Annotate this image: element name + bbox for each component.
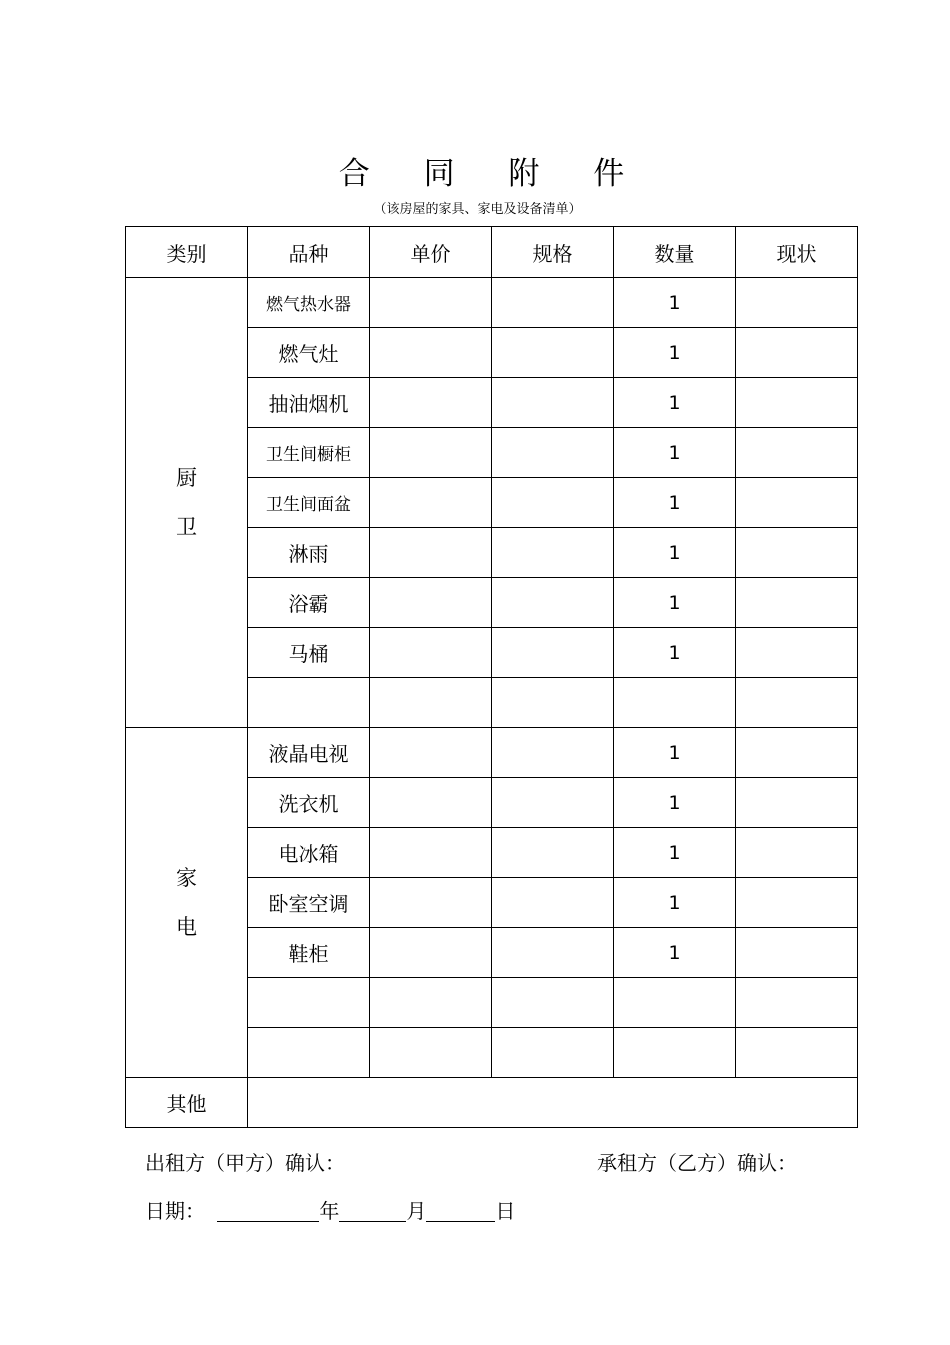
category-appliances-line2: 电: [176, 914, 197, 939]
qty-cell: 1: [614, 378, 736, 428]
item-name: 电冰箱: [248, 828, 370, 878]
spec-cell: [492, 778, 614, 828]
qty-cell: 1: [614, 578, 736, 628]
item-name: 抽油烟机: [248, 378, 370, 428]
category-other: 其他: [126, 1078, 248, 1128]
table-header-row: [126, 227, 858, 278]
price-cell: [370, 378, 492, 428]
spec-cell: [492, 978, 614, 1028]
status-cell: [736, 678, 858, 728]
spec-cell: [492, 678, 614, 728]
spec-cell: [492, 1028, 614, 1078]
price-cell: [370, 878, 492, 928]
qty-cell: 1: [614, 628, 736, 678]
item-name: [248, 1028, 370, 1078]
inventory-table: [125, 226, 858, 1128]
spec-cell: [492, 578, 614, 628]
day-blank: [426, 1199, 495, 1222]
qty-cell: 1: [614, 928, 736, 978]
price-cell: [370, 328, 492, 378]
price-cell: [370, 428, 492, 478]
header-spec: 规格: [492, 227, 614, 278]
spec-cell: [492, 428, 614, 478]
qty-cell: [614, 978, 736, 1028]
document-title: 合 同 附 件: [338, 156, 647, 192]
qty-cell: [614, 1028, 736, 1078]
status-cell: [736, 578, 858, 628]
date-line: [145, 1197, 515, 1225]
status-cell: [736, 428, 858, 478]
price-cell: [370, 678, 492, 728]
category-kitchen-bath-line2: 卫: [176, 514, 197, 539]
category-kitchen-bath-line1: 厨: [176, 465, 197, 490]
price-cell: [370, 478, 492, 528]
year-label: 年: [319, 1199, 340, 1223]
document-subtitle: （该房屋的家具、家电及设备清单）: [373, 202, 582, 217]
lessor-confirmation: 出租方（甲方）确认：: [145, 1151, 345, 1175]
header-qty: 数量: [614, 227, 736, 278]
price-cell: [370, 1028, 492, 1078]
status-cell: [736, 1028, 858, 1078]
spec-cell: [492, 378, 614, 428]
date-label: 日期：: [145, 1199, 205, 1223]
header-item: 品种: [248, 227, 370, 278]
qty-cell: 1: [614, 278, 736, 328]
qty-cell: 1: [614, 428, 736, 478]
spec-cell: [492, 478, 614, 528]
qty-cell: 1: [614, 328, 736, 378]
item-name: 卧室空调: [248, 878, 370, 928]
header-status: 现状: [736, 227, 858, 278]
item-name: 洗衣机: [248, 778, 370, 828]
item-name: [248, 678, 370, 728]
lessee-confirmation: 承租方（乙方）确认：: [597, 1151, 797, 1175]
spec-cell: [492, 728, 614, 778]
item-name: 鞋柜: [248, 928, 370, 978]
status-cell: [736, 328, 858, 378]
item-name: 马桶: [248, 628, 370, 678]
spec-cell: [492, 328, 614, 378]
spec-cell: [492, 628, 614, 678]
item-name: 卫生间面盆: [248, 478, 370, 528]
status-cell: [736, 928, 858, 978]
price-cell: [370, 578, 492, 628]
month-label: 月: [406, 1199, 427, 1223]
status-cell: [736, 528, 858, 578]
status-cell: [736, 728, 858, 778]
item-name: 淋雨: [248, 528, 370, 578]
header-category: 类别: [126, 227, 248, 278]
qty-cell: 1: [614, 728, 736, 778]
qty-cell: 1: [614, 828, 736, 878]
category-kitchen-bath: [126, 278, 248, 728]
spec-cell: [492, 878, 614, 928]
other-content-cell: [248, 1078, 858, 1128]
header-price: 单价: [370, 227, 492, 278]
status-cell: [736, 828, 858, 878]
qty-cell: 1: [614, 478, 736, 528]
day-label: 日: [495, 1199, 516, 1223]
spec-cell: [492, 828, 614, 878]
price-cell: [370, 978, 492, 1028]
item-name: 液晶电视: [248, 728, 370, 778]
item-name: 浴霸: [248, 578, 370, 628]
status-cell: [736, 478, 858, 528]
category-appliances-line1: 家: [176, 865, 197, 890]
month-blank: [339, 1199, 406, 1222]
price-cell: [370, 528, 492, 578]
spec-cell: [492, 278, 614, 328]
qty-cell: 1: [614, 528, 736, 578]
spec-cell: [492, 528, 614, 578]
price-cell: [370, 728, 492, 778]
qty-cell: 1: [614, 878, 736, 928]
item-name: 卫生间橱柜: [248, 428, 370, 478]
table-row-other: [126, 1078, 858, 1128]
price-cell: [370, 828, 492, 878]
status-cell: [736, 378, 858, 428]
category-appliances: [126, 728, 248, 1078]
price-cell: [370, 778, 492, 828]
table-row: [126, 278, 858, 328]
price-cell: [370, 278, 492, 328]
year-blank: [217, 1199, 319, 1222]
qty-cell: [614, 678, 736, 728]
item-name: 燃气灶: [248, 328, 370, 378]
table-row: [126, 728, 858, 778]
status-cell: [736, 628, 858, 678]
item-name: 燃气热水器: [248, 278, 370, 328]
status-cell: [736, 778, 858, 828]
price-cell: [370, 928, 492, 978]
qty-cell: 1: [614, 778, 736, 828]
price-cell: [370, 628, 492, 678]
spec-cell: [492, 928, 614, 978]
status-cell: [736, 978, 858, 1028]
item-name: [248, 978, 370, 1028]
status-cell: [736, 878, 858, 928]
status-cell: [736, 278, 858, 328]
